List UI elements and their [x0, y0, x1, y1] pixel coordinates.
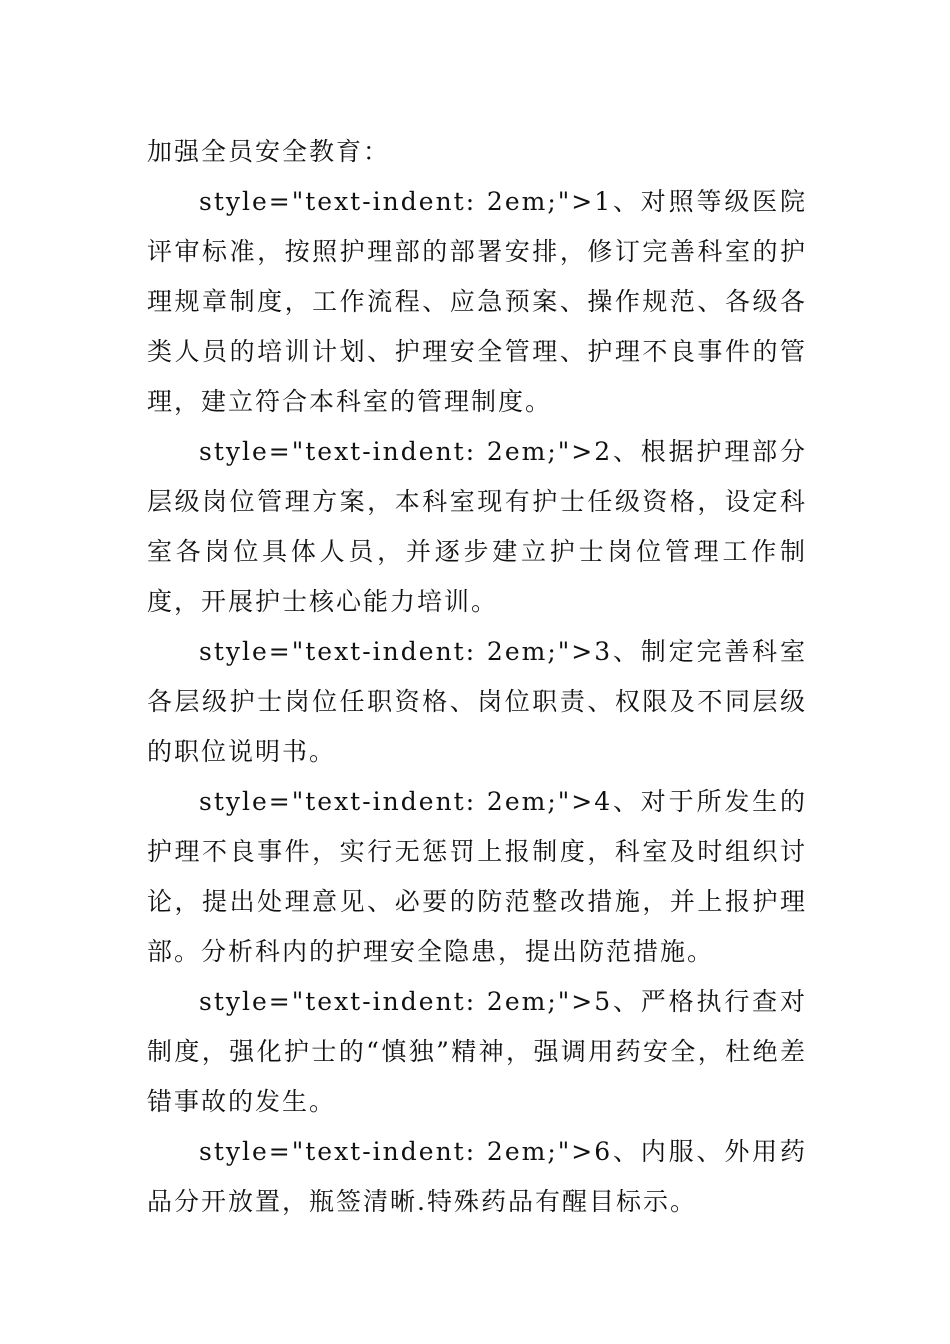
paragraph-item-3: style="text-indent: 2em;">3、制定完善科室各层级护士岗位任职资格、岗位职责、权限及不同层级的职位说明书。 [147, 637, 807, 766]
paragraph-item-1: style="text-indent: 2em;">1、对照等级医院评审标准，按照护理部的部署安排，修订完善科室的护理规章制度，工作流程、应急预案、操作规范、各级各类人员的培训计划、护理安全管理、护理不良事件的管理，建立符合本科室的管理制度。 [147, 187, 807, 416]
paragraph-intro: 加强全员安全教育： [147, 137, 391, 166]
paragraph-item-6: style="text-indent: 2em;">6、内服、外用药品分开放置，瓶签清晰.特殊药品有醒目标示。 [147, 1137, 807, 1216]
paragraph-item-5: style="text-indent: 2em;">5、严格执行查对制度，强化护士的“慎独”精神，强调用药安全，杜绝差错事故的发生。 [147, 987, 807, 1116]
document-body [147, 127, 807, 1227]
paragraph-item-4: style="text-indent: 2em;">4、对于所发生的护理不良事件，实行无惩罚上报制度，科室及时组织讨论，提出处理意见、必要的防范整改措施，并上报护理部。分析科内的护理安全隐患，提出防范措施。 [147, 787, 807, 966]
paragraph-item-2: style="text-indent: 2em;">2、根据护理部分层级岗位管理方案，本科室现有护士任级资格，设定科室各岗位具体人员，并逐步建立护士岗位管理工作制度，开展护士核心能力培训。 [147, 437, 807, 616]
